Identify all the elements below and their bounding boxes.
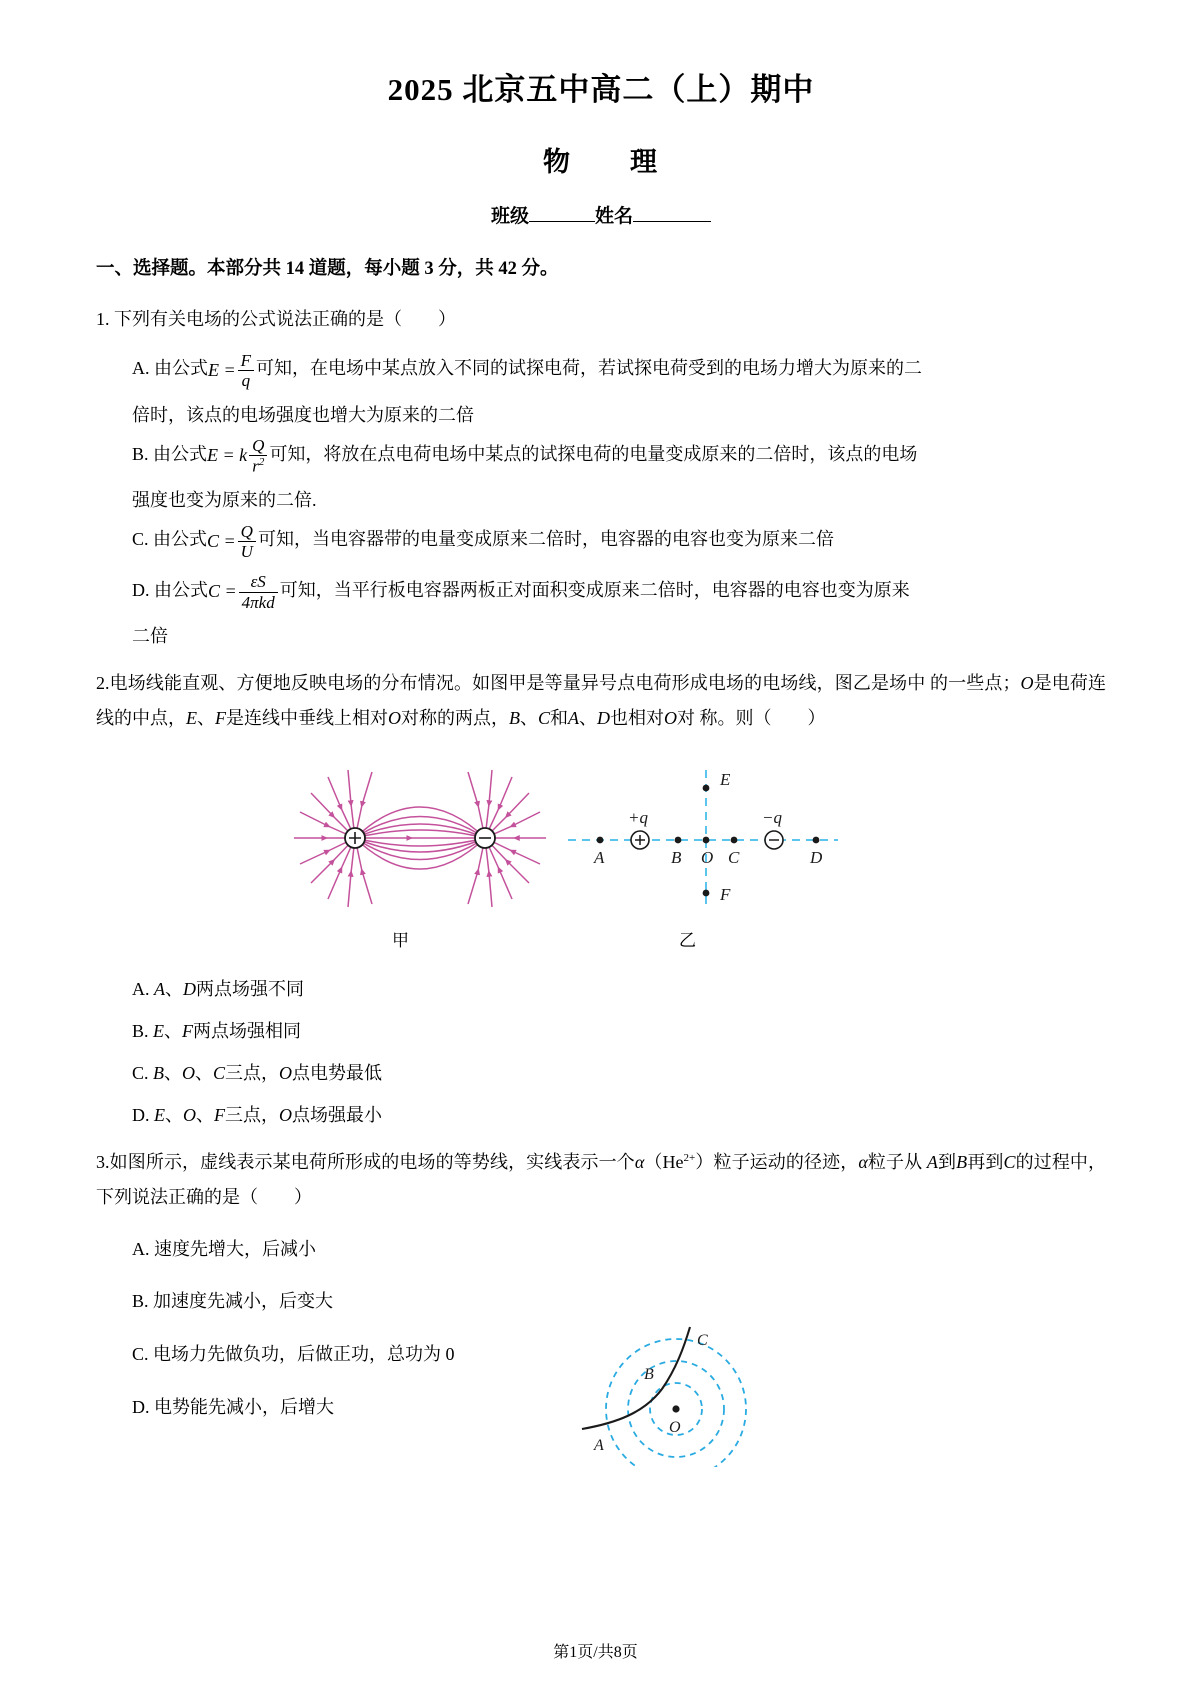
- t: 对称的两点，: [401, 708, 509, 729]
- label-positive-charge: +q: [628, 808, 648, 828]
- name-label: 姓名: [595, 206, 634, 228]
- option-2-C[interactable]: [96, 1055, 1106, 1091]
- t: 和: [550, 708, 569, 729]
- label-B: B: [509, 708, 520, 729]
- label-B: B: [956, 1152, 968, 1173]
- question-1-stem: [96, 302, 1106, 337]
- option-post-text: 可知，当电容器带的电量变成原来二倍时，电容器的电容也变为原来二倍: [257, 529, 834, 550]
- label-O: O: [1020, 673, 1034, 694]
- page-title: 2025 北京五中高二（上）期中: [387, 72, 815, 107]
- option-pre-text: 由公式: [153, 443, 208, 464]
- fraction: [238, 351, 254, 391]
- t: 三点，: [225, 1063, 280, 1084]
- equipotential-circles: [606, 1339, 746, 1467]
- point-A-dot: [597, 837, 604, 844]
- label-O: O: [664, 708, 678, 729]
- point-O-dot: [703, 837, 710, 844]
- fraction: [249, 436, 267, 477]
- subject-text: 物 理: [543, 147, 659, 178]
- label-C: C: [538, 708, 551, 729]
- label-B: B: [153, 1063, 165, 1084]
- page-footer: [0, 1639, 1191, 1662]
- option-pre-text: 由公式: [154, 358, 208, 379]
- option-letter: C.: [132, 1344, 149, 1365]
- question-2-figures: [96, 750, 1106, 955]
- class-blank-field[interactable]: [529, 201, 595, 222]
- option-letter: A.: [132, 358, 150, 379]
- particle-trajectory: [582, 1327, 690, 1429]
- fraction-numerator: Q: [252, 435, 265, 455]
- option-post-text: 可知，在电场中某点放入不同的试探电荷，若试探电荷受到的电场力增大为原来的二: [256, 358, 923, 379]
- label-E: E: [186, 708, 197, 729]
- option-1-D[interactable]: [96, 569, 1106, 613]
- formula-lhs: C =: [208, 581, 237, 602]
- label-O: O: [388, 708, 401, 729]
- option-3-A[interactable]: [96, 1226, 1106, 1273]
- t: 点电势最低: [292, 1063, 383, 1084]
- t: 是连线中垂线上相对: [226, 708, 388, 729]
- option-1-A-continuation: 倍时，该点的电场强度也增大为原来的二倍: [132, 404, 474, 425]
- helium-charge-superscript: 2+: [683, 1152, 696, 1165]
- section-heading: 一、选择题。本部分共 14 道题，每小题 3 分，共 42 分。: [96, 259, 559, 280]
- option-letter: A.: [132, 979, 150, 1000]
- fraction-denominator: U: [238, 541, 256, 562]
- page-content: [96, 70, 1106, 1477]
- option-text: 电场力先做负功，后做正功，总功为 0: [153, 1344, 455, 1365]
- t: 、: [196, 1105, 214, 1126]
- t: 是电荷连线的中点，: [96, 673, 1107, 729]
- t: 、: [197, 708, 215, 729]
- option-letter: C.: [132, 529, 149, 550]
- label-A: A: [594, 1436, 604, 1454]
- label-B: B: [644, 1365, 654, 1383]
- point-B-dot: [675, 837, 682, 844]
- option-pre-text: 由公式: [153, 529, 208, 550]
- t: 、: [195, 1063, 214, 1084]
- label-F: F: [214, 1105, 225, 1126]
- t: 、: [520, 708, 538, 729]
- t: 两点场强不同: [196, 979, 304, 1000]
- t: 三点，: [225, 1105, 279, 1126]
- option-text: 电势能先减小，后增大: [154, 1396, 334, 1417]
- label-F: F: [215, 708, 226, 729]
- option-text: 速度先增大，后减小: [154, 1238, 316, 1259]
- label-F: F: [182, 1021, 194, 1042]
- label-A: A: [568, 708, 580, 729]
- formula-C-equals-Q-over-U: [207, 520, 258, 563]
- question-2-options: [96, 971, 1106, 1133]
- label-F: F: [720, 885, 731, 905]
- option-1-A[interactable]: [96, 347, 1106, 391]
- option-letter: B.: [132, 443, 149, 464]
- option-post-text: 可知，当平行板电容器两板正对面积变成原来二倍时，电容器的电容也变为原来: [279, 579, 910, 600]
- label-D: D: [810, 848, 823, 868]
- figure-caption-jia: 甲: [392, 931, 409, 951]
- label-C: C: [728, 848, 740, 868]
- t: 、: [165, 979, 183, 1000]
- option-2-D[interactable]: [96, 1097, 1106, 1133]
- label-C: C: [1003, 1152, 1016, 1173]
- point-O-dot: [672, 1405, 679, 1412]
- question-3-figure-wrapper: [96, 1317, 1106, 1477]
- t: 、: [165, 1105, 183, 1126]
- label-C: C: [213, 1063, 226, 1084]
- fraction: [238, 522, 256, 562]
- option-text: 加速度先减小，后变大: [153, 1291, 334, 1312]
- name-blank-field[interactable]: [633, 201, 711, 222]
- option-1-D-continuation: 二倍: [132, 626, 168, 647]
- t: 如图所示，虚线表示某电荷所形成的电场的等势线，实线表示一个: [109, 1152, 635, 1173]
- figure-caption-yi: 乙: [679, 931, 696, 951]
- option-1-C[interactable]: [96, 518, 1106, 562]
- question-1-options: [96, 347, 1106, 654]
- fraction-numerator: F: [240, 350, 252, 370]
- option-letter: B.: [132, 1291, 149, 1312]
- t: 、: [164, 1021, 183, 1042]
- option-1-B-continuation: 强度也变为原来的二倍.: [132, 490, 317, 511]
- label-D: D: [183, 979, 196, 1000]
- label-O: O: [279, 1063, 293, 1084]
- fraction-denominator: 4πkd: [239, 592, 278, 613]
- label-O: O: [701, 848, 714, 868]
- equipotential-circle-outer: [606, 1339, 746, 1467]
- option-2-A[interactable]: [96, 971, 1106, 1007]
- charge-points-figure: [558, 748, 848, 923]
- t: 点场强最小: [292, 1105, 382, 1126]
- option-letter: D.: [132, 1105, 150, 1126]
- t: ）粒子运动的径迹，: [695, 1152, 859, 1173]
- label-E: E: [720, 770, 731, 790]
- formula-lhs: C =: [207, 530, 236, 551]
- student-info-line: [96, 201, 1106, 228]
- point-E-dot: [703, 785, 710, 792]
- label-O: O: [182, 1063, 196, 1084]
- label-O: O: [183, 1105, 196, 1126]
- label-O: O: [669, 1418, 681, 1436]
- t: 再到: [967, 1152, 1004, 1173]
- label-E: E: [153, 1021, 165, 1042]
- label-A: A: [154, 979, 165, 1000]
- question-2-number: 2.: [96, 673, 110, 694]
- formula-E-equals-kQ-over-r2: [207, 434, 269, 477]
- point-D-dot: [813, 837, 820, 844]
- positive-charge-icon: [345, 828, 365, 848]
- t: 的一些点；: [930, 673, 1021, 694]
- negative-charge-icon: [475, 828, 495, 848]
- fraction-numerator: εS: [250, 571, 266, 591]
- option-2-B[interactable]: [96, 1013, 1106, 1049]
- equipotential-lines-figure: [564, 1317, 774, 1467]
- formula-lhs: E = k: [207, 445, 248, 466]
- label-O: O: [279, 1105, 292, 1126]
- question-2-line3: 称。则（ ）: [699, 708, 826, 729]
- formula-lhs: E =: [208, 359, 236, 380]
- fraction-denominator: [249, 455, 267, 476]
- question-1-number: 1.: [96, 309, 110, 330]
- question-2-line1: 电场线能直观、方便地反映电场的分布情况。如图甲是等量异号点电荷形成电场的电场线，图乙是场中: [109, 673, 926, 694]
- option-post-text: 可知，将放在点电荷电场中某点的试探电荷的电量变成原来的二倍时，该点的电场: [269, 443, 918, 464]
- fraction-numerator: Q: [240, 521, 253, 541]
- t: 也相对: [610, 708, 665, 729]
- class-label: 班级: [490, 206, 529, 228]
- alpha-symbol: α: [858, 1152, 868, 1173]
- label-C: C: [697, 1331, 708, 1349]
- label-negative-charge: −q: [762, 808, 782, 828]
- t: （He: [644, 1152, 684, 1173]
- label-B: B: [671, 848, 682, 868]
- option-letter: A.: [132, 1238, 150, 1259]
- option-pre-text: 由公式: [154, 579, 208, 600]
- question-3-number: 3.: [96, 1152, 110, 1173]
- option-letter: B.: [132, 1021, 149, 1042]
- alpha-symbol: α: [634, 1152, 645, 1173]
- subject-title: [96, 140, 1106, 179]
- t: 、: [164, 1063, 183, 1084]
- point-C-dot: [731, 837, 738, 844]
- t: 两点场强相同: [193, 1021, 302, 1042]
- formula-C-equals-epsilonS-over-4pikd: [208, 570, 280, 613]
- positive-charge-icon: [631, 831, 649, 849]
- label-A: A: [926, 1152, 938, 1173]
- t: 对: [677, 708, 696, 729]
- option-letter: C.: [132, 1063, 149, 1084]
- option-letter: D.: [132, 579, 150, 600]
- fraction: [239, 572, 278, 612]
- question-2-stem: [96, 666, 1106, 736]
- dipole-field-lines-figure: [280, 750, 560, 925]
- t: 、: [579, 708, 598, 729]
- option-letter: D.: [132, 1396, 150, 1417]
- t: 的过程中，下列说法正确的是（ ）: [96, 1152, 1107, 1208]
- label-A: A: [594, 848, 605, 868]
- question-1-text: 下列有关电场的公式说法正确的是（ ）: [114, 309, 456, 330]
- question-3-stem: [96, 1145, 1106, 1215]
- fraction-denominator: q: [238, 370, 254, 391]
- field-lines-group: [294, 770, 546, 907]
- denominator-base: r: [252, 456, 259, 476]
- page-indicator: 第1页/共8页: [553, 1644, 638, 1661]
- negative-charge-icon: [765, 831, 783, 849]
- label-D: D: [597, 708, 611, 729]
- formula-E-equals-F-over-q: [208, 349, 256, 392]
- t: 粒子从: [867, 1152, 923, 1173]
- option-1-B[interactable]: [96, 433, 1106, 478]
- t: 到: [937, 1152, 957, 1173]
- denominator-exponent: 2: [258, 456, 265, 469]
- point-F-dot: [703, 890, 710, 897]
- label-E: E: [154, 1105, 165, 1126]
